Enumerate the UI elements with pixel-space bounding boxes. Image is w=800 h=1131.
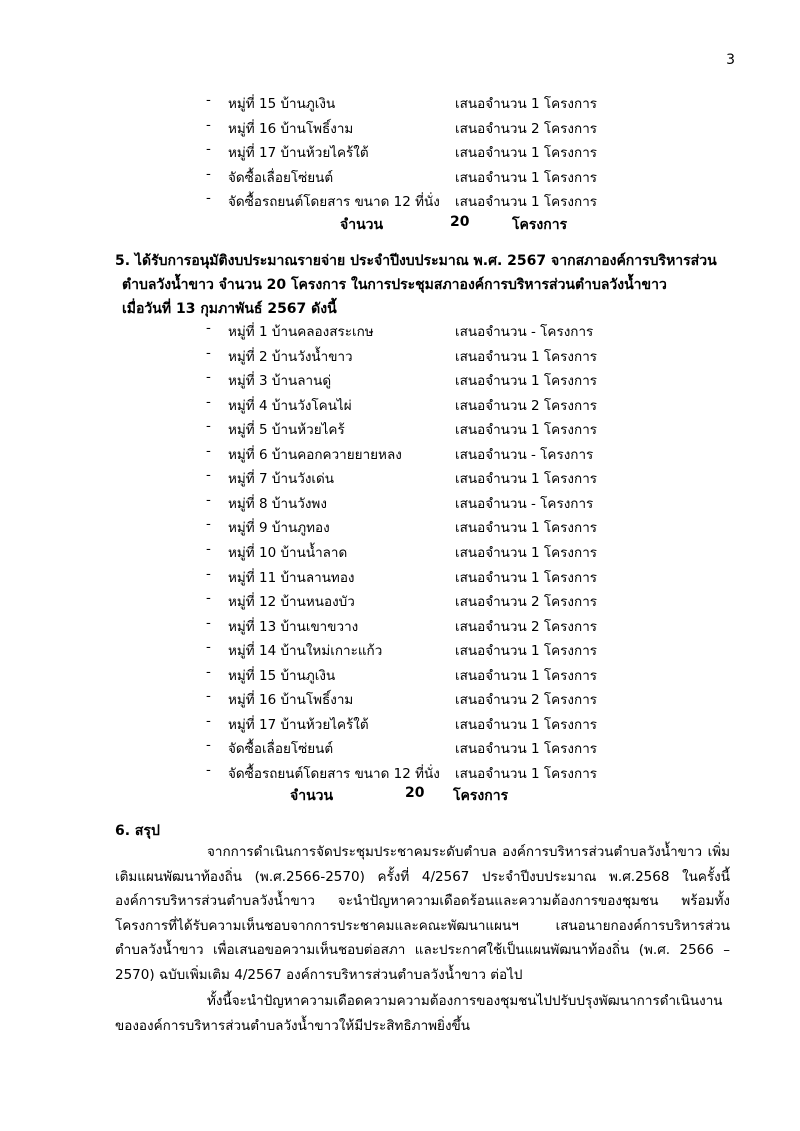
item-label: หมู่ที่ 15 บ้านภูเงิน [228, 96, 336, 112]
item-offer: เสนอจำนวน 1 โครงการ [455, 145, 598, 162]
item-label: หมู่ที่ 4 บ้านวังโคนไผ่ [228, 397, 352, 414]
list-item [206, 92, 656, 114]
item-offer: เสนอจำนวน 1 โครงการ [455, 471, 598, 488]
item-label: จัดซื้อเลื่อยโซ่ยนต์ [228, 169, 334, 186]
item-label: จัดซื้อรถยนต์โดยสาร ขนาด 12 ที่นั่ง [228, 765, 440, 782]
list-item [206, 639, 656, 661]
bullet-dash: - [206, 565, 211, 582]
list-item [206, 516, 656, 538]
item-label: หมู่ที่ 10 บ้านน้ำลาด [228, 544, 348, 561]
list-item [206, 541, 656, 563]
list-item [206, 664, 656, 686]
item-offer: เสนอจำนวน - โครงการ [455, 446, 594, 463]
page-number: 3 [726, 52, 735, 68]
bullet-dash: - [206, 761, 211, 778]
item-offer: เสนอจำนวน 1 โครงการ [455, 373, 598, 390]
list-item [206, 117, 656, 139]
item-label: หมู่ที่ 16 บ้านโพธิ์งาม [228, 692, 354, 709]
bullet-dash: - [206, 442, 211, 459]
section6-heading: 6. สรุป [115, 823, 160, 839]
list-item [206, 467, 656, 489]
item-offer: เสนอจำนวน 1 โครงการ [455, 765, 598, 782]
item-label: หมู่ที่ 11 บ้านลานทอง [228, 569, 355, 586]
list-item [206, 590, 656, 612]
item-offer: เสนอจำนวน 2 โครงการ [455, 120, 598, 137]
list-item [206, 492, 656, 514]
list-item [206, 762, 656, 784]
item-offer: เสนอจำนวน 1 โครงการ [455, 348, 598, 365]
item-offer: เสนอจำนวน - โครงการ [455, 495, 594, 512]
item-offer: เสนอจำนวน 1 โครงการ [455, 194, 598, 211]
bullet-dash: - [206, 320, 211, 336]
bullet-dash: - [206, 516, 211, 533]
list-item [206, 166, 656, 188]
bullet-dash: - [206, 491, 211, 508]
item-offer: เสนอจำนวน 2 โครงการ [455, 618, 598, 635]
item-offer: เสนอจำนวน 1 โครงการ [455, 716, 598, 733]
summary-paragraph-1: จากการดำเนินการจัดประชุมประชาคมระดับตำบล องค์การบริหารส่วนตำบลวังน้ำขาว เพิ่มเติมแผนพัฒนาท้องถิ่น (พ.ศ.2566-2570) ครั้งที่ 4/2567 ประจำปีงบประมาณ พ.ศ.2568 ในครั้งนี้ องค์การบริหารส่วนตำบลวังน้ำขาว จะนำปัญหาความเดือดร้อนและความต้องการของชุมชน พร้อมทั้งโครงการที่ได้รับความเห็นชอบจากการประชาคมและคณะพัฒนาแผนฯ เสนอนายกองค์การบริหารส่วนตำบลวังน้ำขาว เพื่อเสนอขอความเห็นชอบต่อสภา และประกาศใช้เป็นแผนพัฒนาท้องถิ่น (พ.ศ. 2566 – 2570) ฉบับเพิ่มเติม 4/2567 องค์การบริหารส่วนตำบลวังน้ำขาว ต่อไป [115, 844, 730, 983]
section5-heading-line-1: 5. ได้รับการอนุมัติงบประมาณรายจ่าย ประจำปีงบประมาณ พ.ศ. 2567 จากสภาองค์การบริหารส่วน [115, 253, 717, 269]
bullet-dash: - [206, 393, 211, 410]
item-label: หมู่ที่ 9 บ้านภูทอง [228, 520, 330, 537]
item-label: หมู่ที่ 14 บ้านใหม่เกาะแก้ว [228, 643, 383, 660]
section5-heading-line-3: เมื่อวันที่ 13 กุมภาพันธ์ 2567 ดังนี้ [122, 301, 337, 317]
item-label: หมู่ที่ 7 บ้านวังเด่น [228, 471, 335, 488]
bullet-dash: - [206, 467, 211, 484]
bullet-dash: - [206, 165, 211, 182]
item-label: หมู่ที่ 5 บ้านห้วยไคร้ [228, 422, 345, 439]
item-offer: เสนอจำนวน 1 โครงการ [455, 643, 598, 660]
total-unit: โครงการ [512, 217, 568, 233]
total-count: 20 [450, 214, 470, 230]
list-item [206, 443, 656, 465]
bullet-dash: - [206, 712, 211, 729]
list-item [206, 688, 656, 710]
item-label: หมู่ที่ 2 บ้านวังน้ำขาว [228, 348, 353, 365]
bullet-dash: - [206, 737, 211, 754]
block1-total-row [290, 214, 720, 236]
section5-heading-line-2: ตำบลวังน้ำขาว จำนวน 20 โครงการ ในการประชุมสภาองค์การบริหารส่วนตำบลวังน้ำขาว [122, 277, 667, 293]
item-label: หมู่ที่ 15 บ้านภูเงิน [228, 667, 336, 684]
list-item [206, 345, 656, 367]
item-offer: เสนอจำนวน 1 โครงการ [455, 741, 598, 758]
item-label: หมู่ที่ 1 บ้านคลองสระเกษ [228, 324, 374, 340]
bullet-dash: - [206, 190, 211, 207]
bullet-dash: - [206, 369, 211, 386]
bullet-dash: - [206, 590, 211, 607]
bullet-dash: - [206, 639, 211, 656]
bullet-dash: - [206, 344, 211, 361]
item-label: หมู่ที่ 8 บ้านวังพง [228, 495, 327, 512]
list-item [206, 737, 656, 759]
list-item [206, 713, 656, 735]
bullet-dash: - [206, 663, 211, 680]
total-label: จำนวน [340, 217, 384, 233]
bullet-dash: - [206, 116, 211, 133]
summary-paragraph-2: ทั้งนี้จะนำปัญหาความเดือดความความต้องการของชุมชนไปปรับปรุงพัฒนาการดำเนินงานขององค์การบริหารส่วนตำบลวังน้ำขาวให้มีประสิทธิภาพยิ่งขึ้น [115, 993, 723, 1034]
item-offer: เสนอจำนวน 1 โครงการ [455, 569, 598, 586]
item-offer: เสนอจำนวน 1 โครงการ [455, 96, 598, 112]
bullet-dash: - [206, 418, 211, 435]
section5-total-row [290, 785, 720, 807]
bullet-dash: - [206, 614, 211, 631]
item-offer: เสนอจำนวน 2 โครงการ [455, 594, 598, 611]
list-item [206, 615, 656, 637]
item-offer: เสนอจำนวน 1 โครงการ [455, 422, 598, 439]
item-label: หมู่ที่ 12 บ้านหนองบัว [228, 594, 355, 611]
item-offer: เสนอจำนวน - โครงการ [455, 324, 594, 340]
list-item [206, 566, 656, 588]
item-label: หมู่ที่ 13 บ้านเขาขวาง [228, 618, 359, 635]
list-item [206, 369, 656, 391]
item-offer: เสนอจำนวน 2 โครงการ [455, 397, 598, 414]
total-unit: โครงการ [453, 788, 509, 804]
item-label: หมู่ที่ 3 บ้านลานดู่ [228, 373, 332, 390]
item-offer: เสนอจำนวน 1 โครงการ [455, 520, 598, 537]
list-item [206, 394, 656, 416]
bullet-dash: - [206, 540, 211, 557]
item-label: หมู่ที่ 17 บ้านห้วยไคร้ใต้ [228, 145, 369, 162]
total-label: จำนวน [290, 788, 334, 804]
item-label: หมู่ที่ 16 บ้านโพธิ์งาม [228, 120, 354, 137]
total-count: 20 [405, 785, 425, 801]
item-offer: เสนอจำนวน 2 โครงการ [455, 692, 598, 709]
list-item [206, 320, 656, 342]
list-item [206, 418, 656, 440]
item-label: หมู่ที่ 17 บ้านห้วยไคร้ใต้ [228, 716, 369, 733]
item-offer: เสนอจำนวน 1 โครงการ [455, 544, 598, 561]
list-item [206, 190, 656, 212]
list-item [206, 141, 656, 163]
item-offer: เสนอจำนวน 1 โครงการ [455, 667, 598, 684]
bullet-dash: - [206, 141, 211, 158]
bullet-dash: - [206, 688, 211, 705]
item-label: จัดซื้อรถยนต์โดยสาร ขนาด 12 ที่นั่ง [228, 194, 440, 211]
bullet-dash: - [206, 92, 211, 108]
item-label: จัดซื้อเลื่อยโซ่ยนต์ [228, 741, 334, 758]
item-offer: เสนอจำนวน 1 โครงการ [455, 169, 598, 186]
item-label: หมู่ที่ 6 บ้านคอกควายยายหลง [228, 446, 402, 463]
